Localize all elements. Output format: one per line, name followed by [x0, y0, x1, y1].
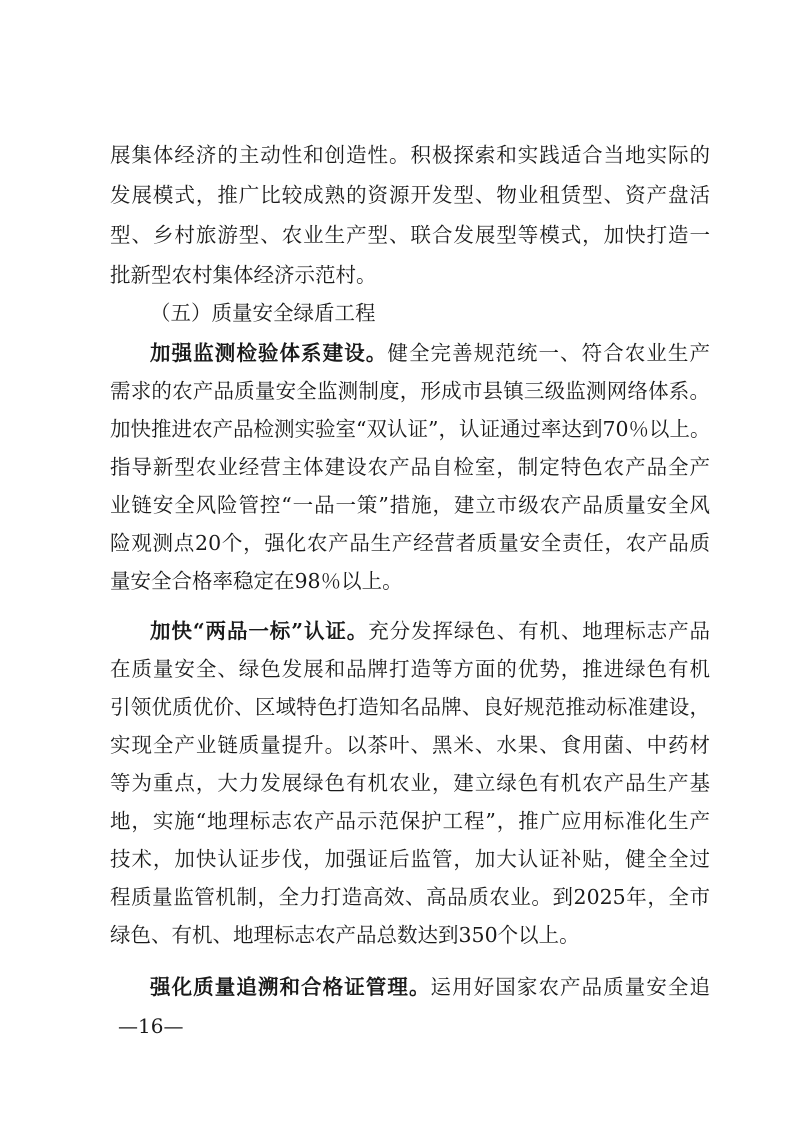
paragraph-first-line — [150, 338, 710, 368]
page-number: —16— — [118, 1014, 184, 1038]
body-line: 加快推进农产品检测实验室“双认证”，认证通过率达到70％以上。 — [110, 417, 711, 441]
paragraph-first-line — [150, 616, 710, 646]
body-line: 地，实施“地理标志农产品示范保护工程”，推广应用标准化生产 — [110, 809, 710, 833]
body-line: 指导新型农业经营主体建设农产品自检室，制定特色农产品全产 — [110, 455, 710, 479]
body-line: 型、乡村旅游型、农业生产型、联合发展型等模式，加快打造一 — [110, 223, 710, 247]
body-line: 险观测点20个，强化农产品生产经营者质量安全责任，农产品质 — [110, 531, 710, 555]
paragraph-text: 运用好国家农产品质量安全追 — [430, 975, 711, 999]
paragraph-first-line — [150, 972, 710, 1002]
body-line: 展集体经济的主动性和创造性。积极探索和实践适合当地实际的 — [110, 143, 710, 167]
body-line: 等为重点，大力发展绿色有机农业，建立绿色有机农产品生产基 — [110, 771, 710, 795]
body-line: 绿色、有机、地理标志农产品总数达到350个以上。 — [110, 923, 580, 947]
paragraph-text: 充分发挥绿色、有机、地理标志产品 — [368, 619, 710, 643]
paragraph-text: 健全完善规范统一、符合农业生产 — [387, 341, 711, 365]
section-heading: （五）质量安全绿盾工程 — [150, 301, 376, 325]
body-line: 实现全产业链质量提升。以茶叶、黑米、水果、食用菌、中药材 — [110, 733, 710, 757]
paragraph-lead-bold: 强化质量追溯和合格证管理。 — [150, 975, 431, 999]
body-line: 程质量监管机制，全力打造高效、高品质农业。到2025年，全市 — [110, 885, 710, 909]
body-line: 量安全合格率稳定在98％以上。 — [110, 569, 403, 593]
body-line: 需求的农产品质量安全监测制度，形成市县镇三级监测网络体系。 — [110, 379, 710, 403]
paragraph-lead-bold: 加强监测检验体系建设。 — [150, 341, 388, 365]
body-line: 引领优质优价、区域特色打造知名品牌、良好规范推动标准建设， — [110, 695, 710, 719]
body-line: 发展模式，推广比较成熟的资源开发型、物业租赁型、资产盘活 — [110, 183, 710, 207]
body-line: 业链安全风险管控“一品一策”措施，建立市级农产品质量安全风 — [110, 493, 710, 517]
body-line: 技术，加快认证步伐，加强证后监管，加大认证补贴，健全全过 — [110, 847, 710, 871]
paragraph-lead-bold: 加快“两品一标”认证。 — [150, 619, 369, 643]
body-line: 在质量安全、绿色发展和品牌打造等方面的优势，推进绿色有机 — [110, 657, 710, 681]
body-line: 批新型农村集体经济示范村。 — [110, 263, 377, 287]
